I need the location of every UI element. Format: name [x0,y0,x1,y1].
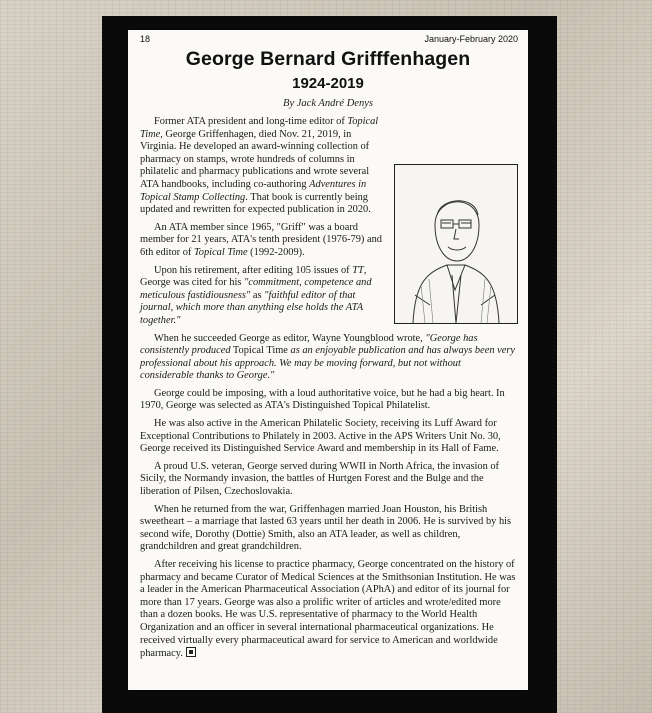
paragraph: He was also active in the American Philatelic Society, receiving its Luff Award for Exceptional Contributions to Philately in 2003. Active in the APS Writers Unit No. 30, George received its Distinguished Service Award and membership in its Hall of Fame. [140,418,501,455]
paragraph: Former ATA president and long-time editor of Topical Time, George Griffenhagen, died Nov. 21, 2019, in Virginia. He developed an award-winning collection of pharmacy on stamps, wrote hundreds of columns in philatelic and pharmacy publications and wrote several ATA handbooks, including co-authoring Adventures in Topical Stamp Collecting. That book is currently being updated and rewritten for expected publication in 2020. [140,116,379,216]
paragraph: When he returned from the war, Griffenhagen married Joan Houston, his British sweetheart – a marriage that lasted 63 years until her death in 2006. He is survived by his second wife, Dorothy (Dottie) Smith, also an ATA leader, as well as children, grandchildren and great grandchildren. [140,503,512,553]
paragraph: When he succeeded George as editor, Wayne Youngblood wrote, "George has consistently produced Topical Time as an enjoyable publication and has always been very professional about his approach. We may be moving forward, but not without considerable thanks to George." [140,332,516,382]
article-title: George Bernard Grifffenhagen [185,48,471,70]
life-years: 1924-2019 [292,75,364,92]
end-of-article-icon [186,647,196,657]
article-body [140,116,516,666]
magazine-page [128,30,528,690]
paragraph: George could be imposing, with a loud authoritative voice, but he had a big heart. In 1970, George was selected as ATA's Distinguished Topical Philatelist. [140,387,505,412]
paragraph: A proud U.S. veteran, George served during WWII in North Africa, the invasion of Sicily, the Normandy invasion, the battles of Hurtgen Forest and the Bulge and the liberation of Pilsen, Czechoslovakia. [140,460,500,498]
page-header [140,34,518,48]
paragraph: An ATA member since 1965, "Griff" was a board member for 21 years, ATA's tenth president (1976-79) and 6th editor of Topical Time (1992-2009). [140,221,382,258]
paragraph: Upon his retirement, after editing 105 issues of TT, George was cited for his "commitment, competence and meticulous fastidiousness" as "faithful editor of that journal, which more than anything else holds the ATA together." [140,264,372,326]
paragraph: After receiving his license to practice pharmacy, George concentrated on the history of pharmacy and became Curator of Medical Sciences at the Smithsonian Institution. He was a leader in the American Pharmaceutical Association (APhA) and editor of its journal for more than 17 years. George was also a prolific writer of articles and wrote/edited more than a dozen books. He was U.S. representative of pharmacy to the World Health Organization and an officer in several international pharmaceutical organizations. He received virtually every pharmaceutical award for service to American and worldwide pharmacy. [140,559,516,660]
page-number: 18 [140,34,151,44]
byline: By Jack André Denys [283,98,373,109]
issue-date: January-February 2020 [424,34,518,44]
